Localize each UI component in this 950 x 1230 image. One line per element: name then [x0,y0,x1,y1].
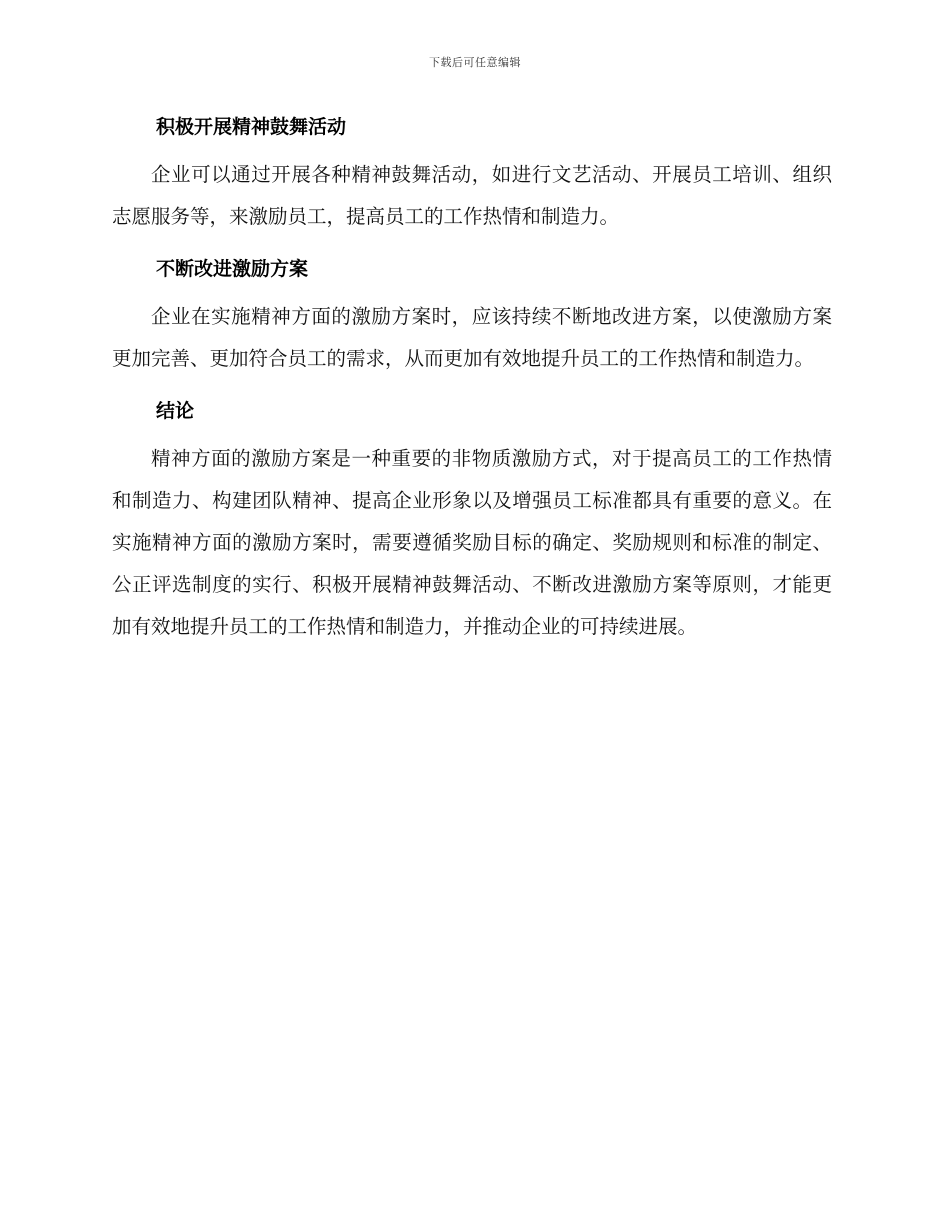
document-content [112,108,832,660]
section-heading: 结论 [156,400,195,422]
section-conclusion [112,392,832,648]
section-spiritual-activities [112,108,832,238]
running-header: 下载后可任意编辑 [429,56,521,69]
section-paragraph: 企业在实施精神方面的激励方案时，应该持续不断地改进方案，以使激励方案更加完善、更加符合员工的需求，从而更加有效地提升员工的工作热情和制造力。 [112,305,832,370]
section-heading: 积极开展精神鼓舞活动 [156,116,347,138]
section-heading: 不断改进激励方案 [156,258,309,280]
section-paragraph: 企业可以通过开展各种精神鼓舞活动，如进行文艺活动、开展员工培训、组织志愿服务等，来激励员工，提高员工的工作热情和制造力。 [112,163,832,228]
section-paragraph: 精神方面的激励方案是一种重要的非物质激励方式，对于提高员工的工作热情和制造力、构建团队精神、提高企业形象以及增强员工标准都具有重要的意义。在实施精神方面的激励方案时，需要遵循奖励目标的确定、奖励规则和标准的制定、公正评选制度的实行、积极开展精神鼓舞活动、不断改进激励方案等原则，才能更加有效地提升员工的工作热情和制造力，并推动企业的可持续进展。 [112,447,832,638]
section-improve-incentives [112,250,832,380]
